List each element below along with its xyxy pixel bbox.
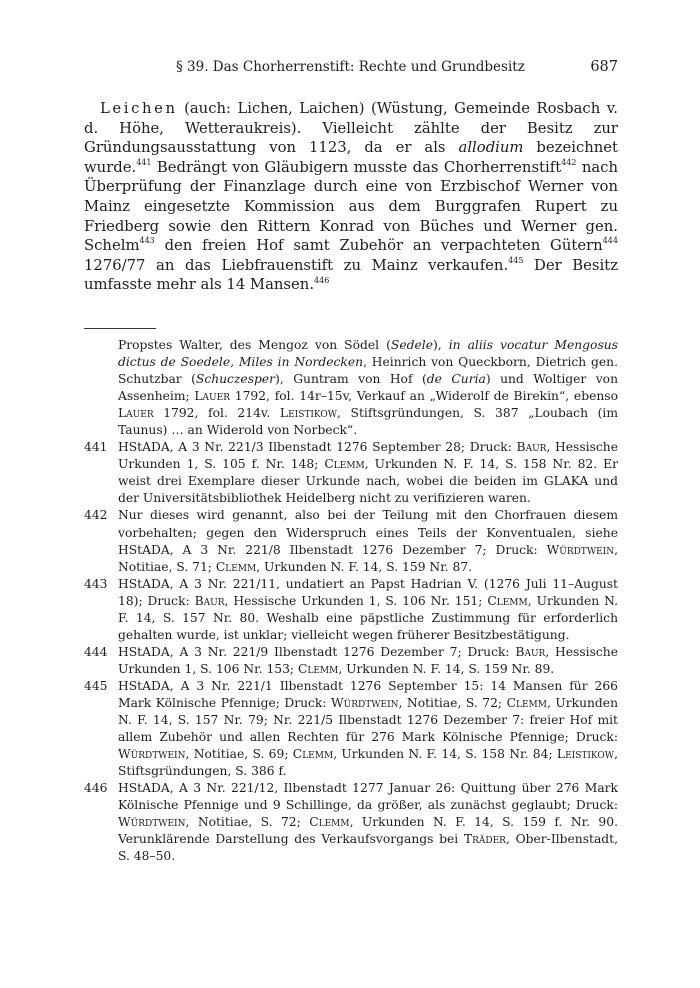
text-run: (auch: Lichen, Laichen) (Wüstung, Gemeinde Rosbach v. d. Höhe, Wetteraukreis). Vielleicht zählte der Besitz zur Gründungsausstattung von 1123, da er als [84,100,618,157]
footnote-number: 443 [84,576,108,591]
footnote-continuation: Propstes Walter, des Mengoz von Södel (Sedele), in aliis vocatur Mengosus dictus de Soedele, Miles in Nordecken, Heinrich von Queckborn, Dietrich gen. Schutzbar (Schuczesper), Guntram von Hof (de Curia) und Woltiger von Assenheim; Lauer 1792, fol. 14r–15v, Verkauf an „Widerolf de Birekin“, ebenso Lauer 1792, fol. 214v. Leistikow, Stiftsgründungen, S. 387 „Loubach (im Taunus) … an Widerold von Norbeck“. [118,338,619,438]
footnote-rule [84,328,156,329]
running-title: § 39. Das Chorherrenstift: Rechte und Grundbesitz [176,59,525,75]
footnote-ref-446[interactable]: 446 [314,275,330,285]
footnote-442: 442 Nur dieses wird genannt, also bei der Teilung mit den Chorfrauen diesem vorbehalten; gegen den Widerspruch eines Teils der Konventualen, siehe HStADA, A 3 Nr. 221/8 Ilbenstadt 1276 Dezember 7; Druck: Würdtwein, Notitiae, S. 71; Clemm, Urkunden N. F. 14, S. 159 Nr. 87. [84,508,618,574]
footnote-445: 445 HStADA, A 3 Nr. 221/1 Ilbenstadt 1276 September 15: 14 Mansen für 266 Mark Kölnische Pfennige; Druck: Würdtwein, Notitiae, S. 72; Clemm, Urkunden N. F. 14, S. 157 Nr. 79; Nr. 221/5 Ilbenstadt 1276 Dezember 7: freier Hof mit allem Zubehör und allen Rechten für 276 Mark Kölnische Pfennige; Druck: Würdtwein, Notitiae, S. 69; Clemm, Urkunden N. F. 14, S. 158 Nr. 84; Leistikow, Stiftsgründungen, S. 386 f. [84,678,618,779]
footnote-number: 442 [84,508,108,523]
running-header [84,59,618,79]
footnote-number: 441 [84,440,108,455]
italic-term: allodium [458,139,524,157]
footnote-number: 444 [84,644,108,659]
text-run: den freien Hof samt Zubehör an verpachteten Gütern [154,237,603,255]
footnote-441: 441 HStADA, A 3 Nr. 221/3 Ilbenstadt 1276 September 28; Druck: Baur, Hessische Urkunden 1, S. 105 f. Nr. 148; Clemm, Urkunden N. F. 14, S. 158 Nr. 82. Er weist drei Exemplare dieser Urkunde nach, wobei die beiden im GLAKA und der Universitätsbibliothek Heidelberg nicht zu verifizieren waren. [84,440,618,506]
text-run: 1276/77 an das Liebfrauenstift zu Mainz verkaufen. [84,256,509,274]
footnote-444: 444 HStADA, A 3 Nr. 221/9 Ilbenstadt 1276 Dezember 7; Druck: Baur, Hessische Urkunden 1, S. 106 Nr. 153; Clemm, Urkunden N. F. 14, S. 159 Nr. 89. [84,644,618,676]
place-name: Leichen [100,100,178,117]
main-text [84,99,618,295]
footnote-number: 445 [84,678,108,693]
footnote-ref-441[interactable]: 441 [136,158,152,168]
footnote-ref-445[interactable]: 445 [508,256,524,266]
footnotes [84,337,618,865]
footnote-number: 446 [84,781,108,796]
footnote-ref-443[interactable]: 443 [139,236,155,246]
footnote-443: 443 HStADA, A 3 Nr. 221/11, undatiert an Papst Hadrian V. (1276 Juli 11–August 18); Druck: Baur, Hessische Urkunden 1, S. 106 Nr. 151; Clemm, Urkunden N. F. 14, S. 157 Nr. 80. Weshalb eine päpstliche Zustimmung für erforderlich gehalten wurde, ist unklar; vielleicht wegen früherer Besitzbestätigung. [84,576,618,642]
text-run: Der Besitz umfasste mehr als 14 Mansen. [84,256,618,294]
footnote-446: 446 HStADA, A 3 Nr. 221/12, Ilbenstadt 1277 Januar 26: Quittung über 276 Mark Kölnische Pfennige und 9 Schillinge, da größer, als zunächst geglaubt; Druck: Würdtwein, Notitiae, S. 72; Clemm, Urkunden N. F. 14, S. 159 f. Nr. 90. Verunklärende Darstellung des Verkaufsvorgangs bei Träder, Ober-Ilbenstadt, S. 48–50. [84,781,619,864]
text-run: nach Überprüfung der Finanzlage durch eine von Erzbischof Werner von Mainz eingesetzte Kommission aus dem Burggrafen Rupert zu Friedberg sowie den Rittern Konrad von Büches und Werner gen. Schelm [84,158,618,255]
text-run: bezeichnet wurde. [84,139,618,176]
footnote-ref-444[interactable]: 444 [602,236,618,246]
body-paragraph [84,99,618,295]
footnote-ref-442[interactable]: 442 [561,158,577,168]
page-number: 687 [590,59,618,75]
text-run: Bedrängt von Gläubigern musste das Chorherrenstift [151,158,562,176]
